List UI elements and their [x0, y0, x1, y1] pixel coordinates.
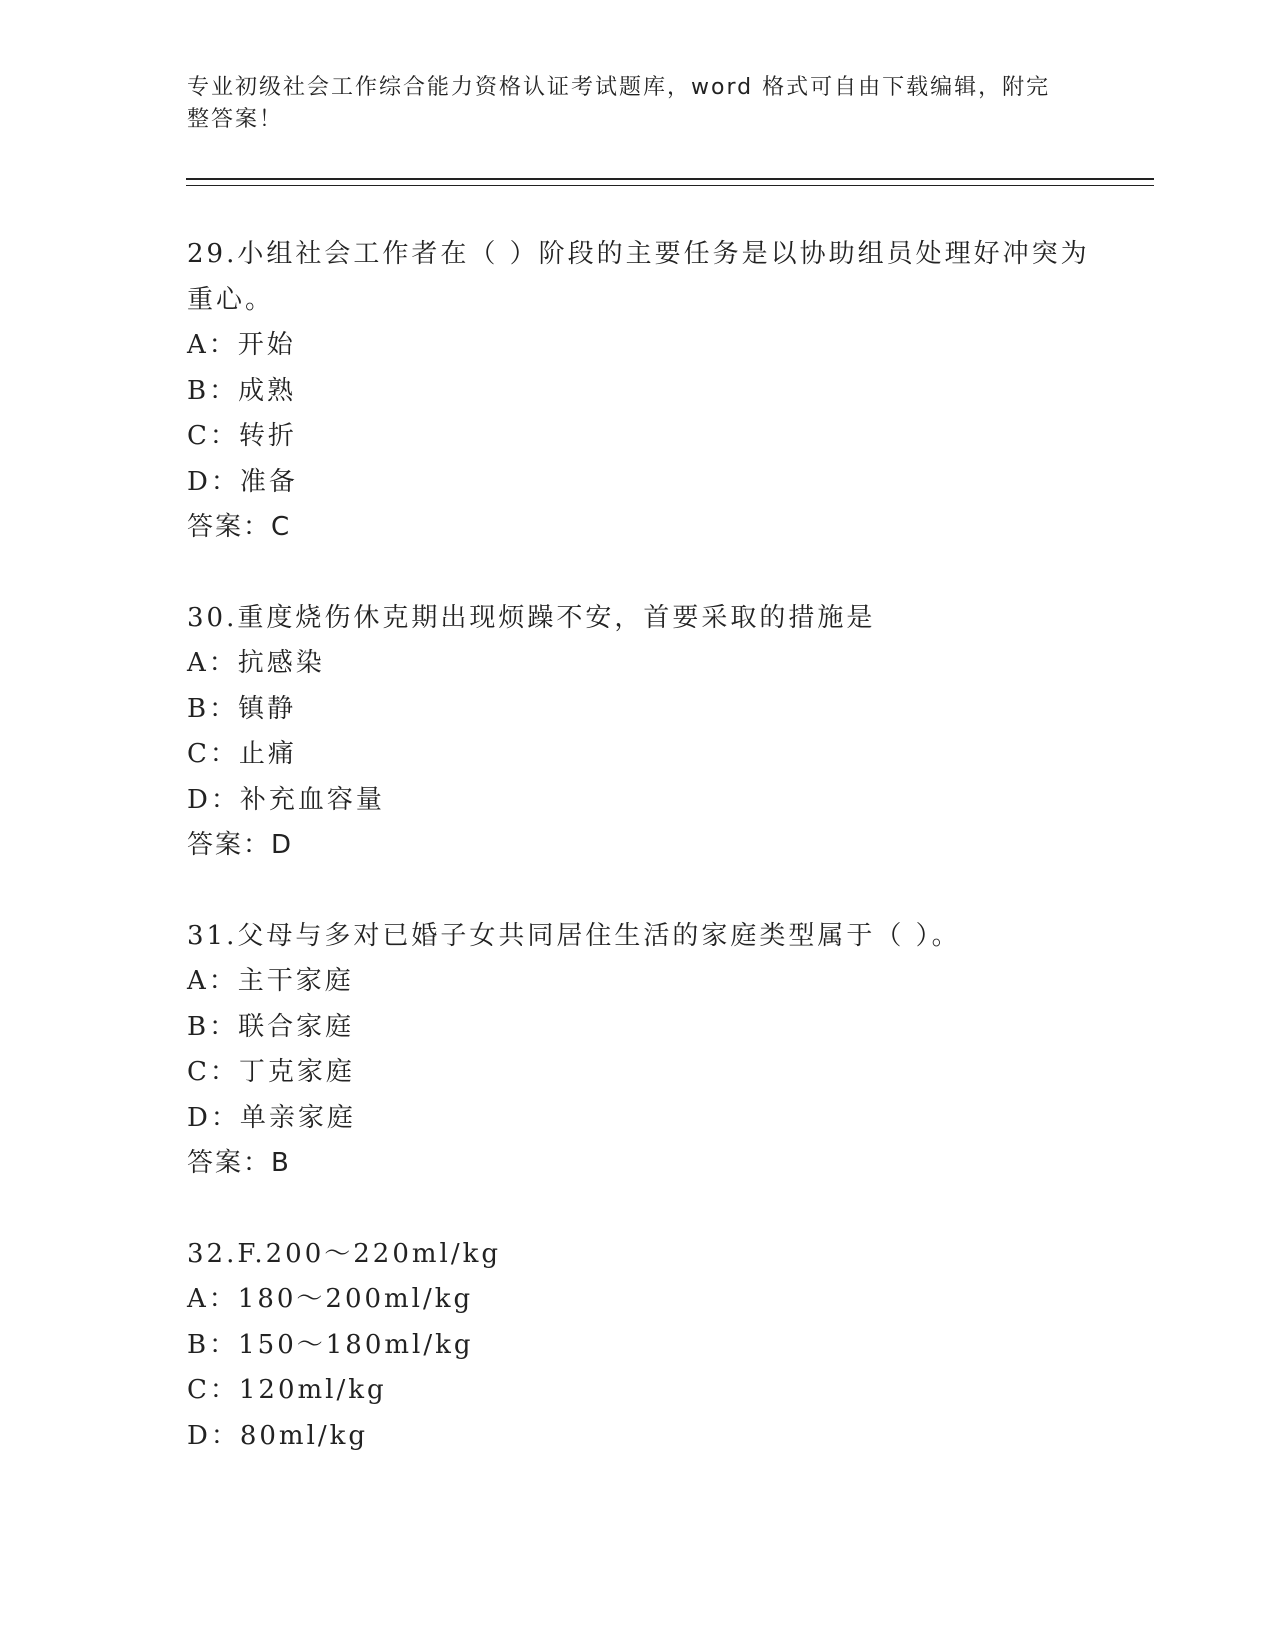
option-a: A：开始	[187, 330, 296, 360]
option-a: A：主干家庭	[187, 966, 354, 996]
option-b: B：成熟	[187, 375, 297, 406]
option-c: C：丁克家庭	[187, 1057, 355, 1087]
question-stem: 32.F.200～220ml/kg	[187, 1238, 501, 1269]
document-header: 专业初级社会工作综合能力资格认证考试题库，word 格式可自由下载编辑，附完整答案！	[187, 75, 1051, 132]
option-a: A：180～200ml/kg	[187, 1284, 474, 1314]
question-29	[187, 232, 1107, 551]
option-d: D：补充血容量	[187, 784, 385, 815]
header-divider	[186, 178, 1154, 186]
option-c: C：120ml/kg	[187, 1375, 387, 1405]
question-31	[187, 914, 1107, 1187]
option-d: D：80ml/kg	[187, 1420, 369, 1451]
option-a: A：抗感染	[187, 648, 325, 678]
option-b: B：镇静	[187, 693, 297, 724]
answer: 答案：B	[187, 1148, 291, 1178]
question-32	[187, 1232, 1107, 1460]
option-b: B：联合家庭	[187, 1011, 355, 1042]
question-stem: 31.父母与多对已婚子女共同居住生活的家庭类型属于（ ）。	[187, 920, 961, 951]
question-stem: 30.重度烧伤休克期出现烦躁不安，首要采取的措施是	[187, 602, 876, 633]
option-d: D：准备	[187, 466, 298, 497]
question-list	[187, 232, 1107, 1504]
question-stem: 29.小组社会工作者在（ ）阶段的主要任务是以协助组员处理好冲突为重心。	[187, 239, 1090, 315]
option-c: C：止痛	[187, 739, 297, 769]
option-d: D：单亲家庭	[187, 1102, 356, 1133]
answer: 答案：D	[187, 830, 294, 860]
question-30	[187, 596, 1107, 869]
answer: 答案：C	[187, 512, 292, 542]
option-c: C：转折	[187, 421, 297, 451]
option-b: B：150～180ml/kg	[187, 1329, 474, 1360]
